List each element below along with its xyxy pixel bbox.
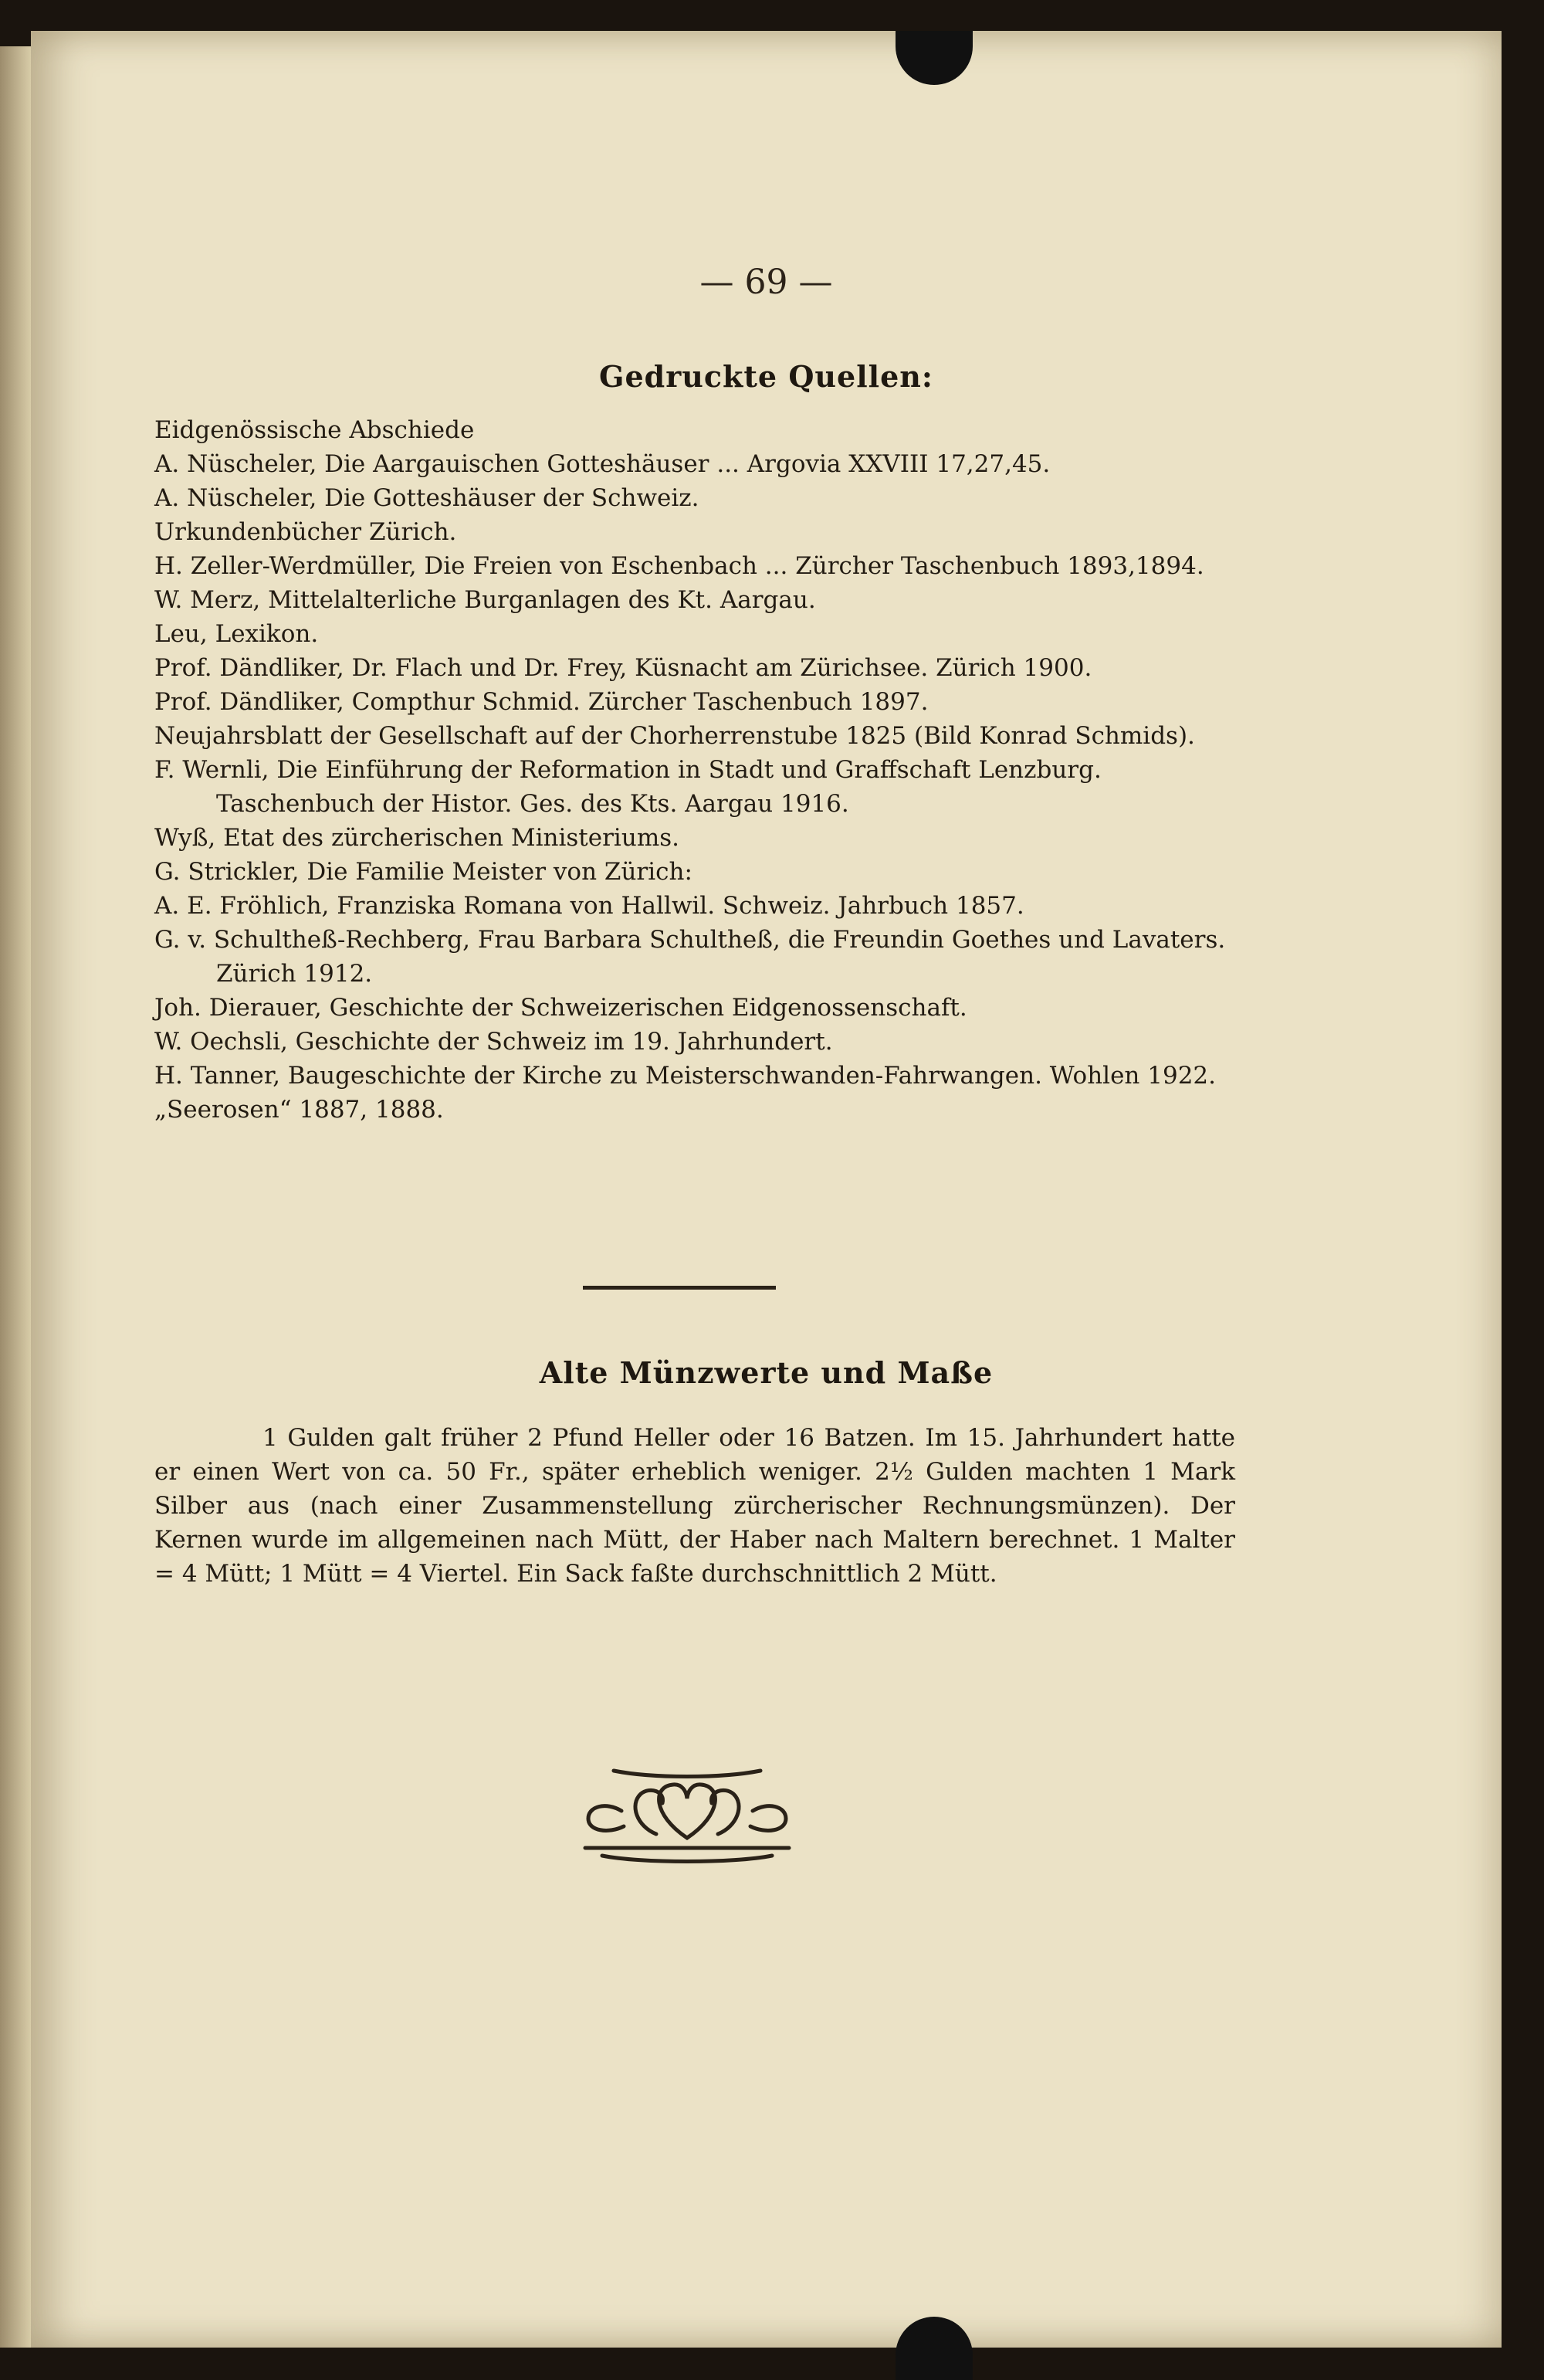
- section-divider: [583, 1286, 776, 1290]
- coins-heading: Alte Münzwerte und Maße: [539, 1355, 994, 1390]
- source-entry: G. Strickler, Die Familie Meister von Zürich:: [154, 858, 692, 886]
- book-page: [31, 31, 1502, 2348]
- source-entry: Leu, Lexikon.: [154, 620, 319, 648]
- decorative-heart-ornament-icon: [579, 1765, 795, 1869]
- source-entry: W. Merz, Mittelalterliche Burganlagen des Kt. Aargau.: [154, 586, 816, 614]
- source-entry: „Seerosen“ 1887, 1888.: [154, 1096, 444, 1124]
- source-entry: A. Nüscheler, Die Gotteshäuser der Schweiz.: [154, 484, 699, 512]
- source-entry: H. Zeller-Werdmüller, Die Freien von Eschenbach ... Zürcher Taschenbuch 1893,1894.: [154, 552, 1204, 580]
- source-entry: F. Wernli, Die Einführung der Reformation in Stadt und Graffschaft Lenzburg. Taschenbuch der Histor. Ges. des Kts. Aargau 1916.: [154, 756, 1102, 818]
- source-entry: Wyß, Etat des zürcherischen Ministeriums.: [154, 824, 679, 852]
- page-number: — 69 —: [699, 263, 833, 302]
- source-entry: Urkundenbücher Zürich.: [154, 518, 457, 546]
- sources-heading: Gedruckte Quellen:: [599, 359, 933, 394]
- source-entry: A. E. Fröhlich, Franziska Romana von Hallwil. Schweiz. Jahrbuch 1857.: [154, 892, 1024, 920]
- source-entry: G. v. Schultheß-Rechberg, Frau Barbara Schultheß, die Freundin Goethes und Lavaters. Zürich 1912.: [154, 926, 1226, 988]
- facing-page-edge: [0, 46, 31, 2348]
- source-entry: A. Nüscheler, Die Aargauischen Gotteshäuser ... Argovia XXVIII 17,27,45.: [154, 450, 1051, 478]
- source-entry: Prof. Dändliker, Compthur Schmid. Zürcher Taschenbuch 1897.: [154, 688, 929, 716]
- source-entry: W. Oechsli, Geschichte der Schweiz im 19. Jahrhundert.: [154, 1028, 833, 1056]
- source-entry: H. Tanner, Baugeschichte der Kirche zu Meisterschwanden-Fahrwangen. Wohlen 1922.: [154, 1062, 1216, 1090]
- coins-paragraph: 1 Gulden galt früher 2 Pfund Heller oder 16 Batzen. Im 15. Jahrhundert hatte er einen Wert von ca. 50 Fr., später erheblich weniger. 2½ Gulden machten 1 Mark Silber aus (nach einer Zusammenstellung zürcherischer Rechnungsmünzen). Der Kernen wurde im allgemeinen nach Mütt, der Haber nach Maltern berechnet. 1 Malter = 4 Mütt; 1 Mütt = 4 Viertel. Ein Sack faßte durchschnittlich 2 Mütt.: [154, 1424, 1235, 1588]
- source-entry: Joh. Dierauer, Geschichte der Schweizerischen Eidgenossenschaft.: [154, 994, 967, 1022]
- source-entry: Prof. Dändliker, Dr. Flach und Dr. Frey, Küsnacht am Zürichsee. Zürich 1900.: [154, 654, 1092, 682]
- source-entry: Eidgenössische Abschiede: [154, 416, 475, 444]
- source-entry: Neujahrsblatt der Gesellschaft auf der Chorherrenstube 1825 (Bild Konrad Schmids).: [154, 722, 1195, 750]
- sources-list: [154, 413, 1235, 1127]
